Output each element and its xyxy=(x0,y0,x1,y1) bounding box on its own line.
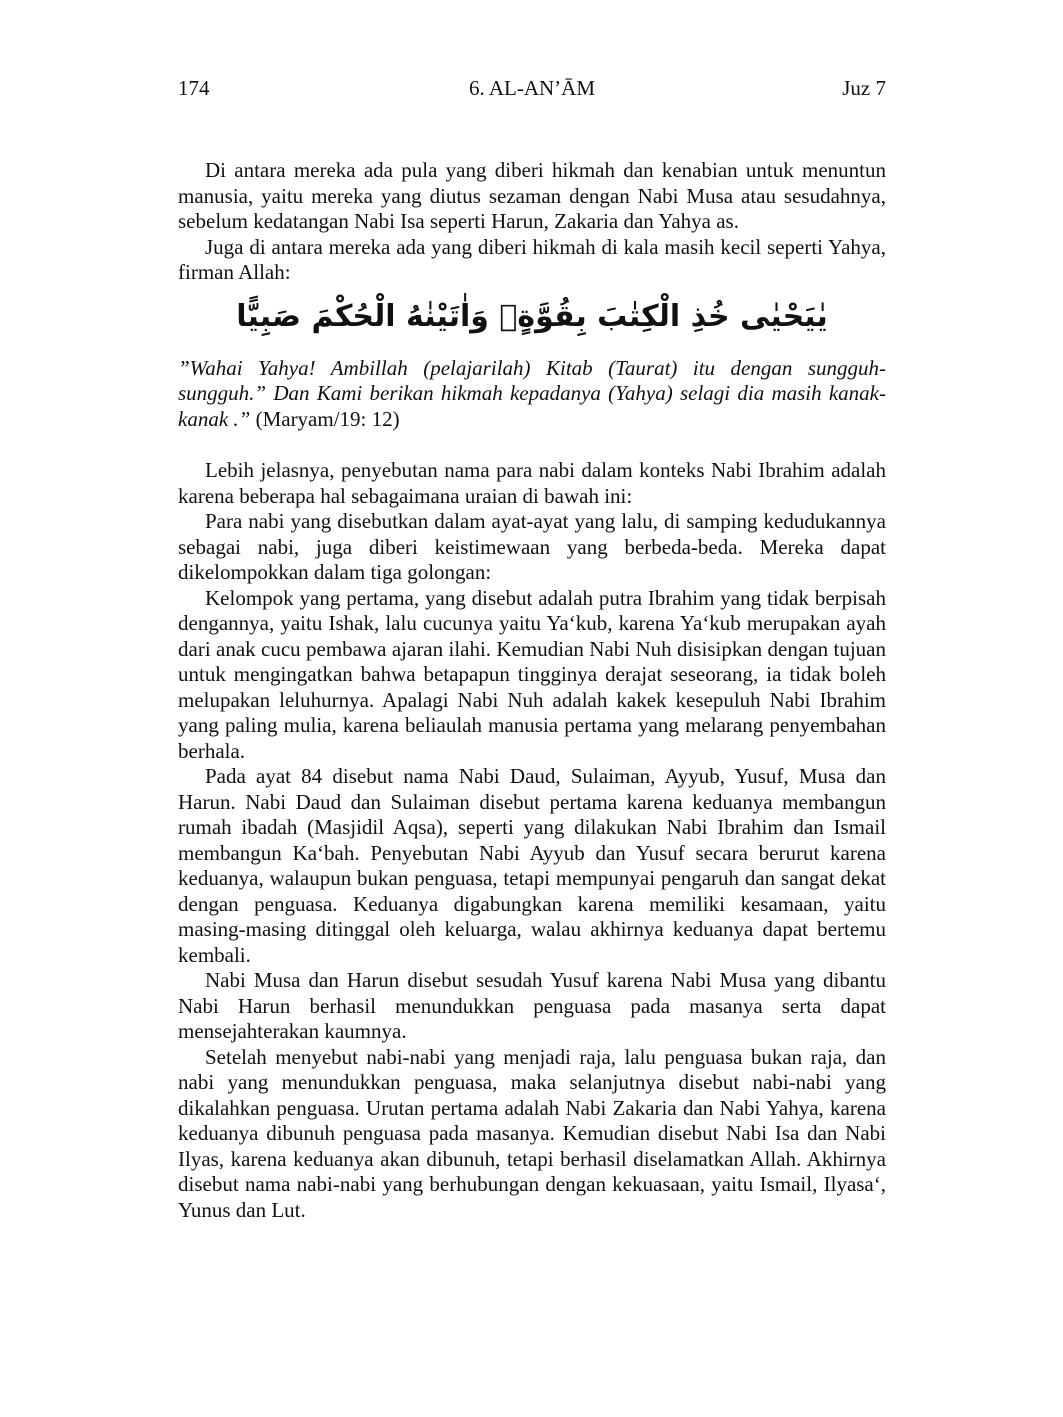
juz-label: Juz 7 xyxy=(842,76,886,100)
paragraph-musa-harun: Nabi Musa dan Harun disebut sesudah Yusuf karena Nabi Musa yang dibantu Nabi Harun berhasil menundukkan penguasa pada masanya serta dapat mensejahterakan kaumnya. xyxy=(178,968,886,1043)
paragraph-setelah-menyebut: Setelah menyebut nabi-nabi yang menjadi raja, lalu penguasa bukan raja, dan nabi yang menundukkan penguasa, maka selanjutnya disebut nabi-nabi yang dikalahkan penguasa. Urutan pertama adalah Nabi Zakaria dan Nabi Yahya, karena keduanya dibunuh penguasa pada masanya. Kemudian disebut Nabi Isa dan Nabi Ilyas, karena keduanya akan dibunuh, tetapi berhasil diselamatkan Allah. Akhirnya disebut nama nabi-nabi yang berhubungan dengan kekuasaan, yaitu Ismail, Ilyasa‘, Yunus dan Lut. xyxy=(178,1044,886,1222)
paragraph-tiga-golongan: Para nabi yang disebutkan dalam ayat-ayat yang lalu, di samping kedudukannya sebagai nabi, juga diberi keistimewaan yang berbeda-beda. Mereka dapat dikelompokkan dalam tiga golongan: xyxy=(178,509,886,584)
surah-title: 6. AL-AN’ĀM xyxy=(469,76,595,100)
page-number: 174 xyxy=(178,76,210,100)
quote-italic-text: ”Wahai Yahya! Ambillah (pelajarilah) Kitab (Taurat) itu dengan sungguh-sungguh.” Dan Kami berikan hikmah kepadanya (Yahya) selagi dia masih kanak-kanak .” xyxy=(178,355,886,431)
page-header xyxy=(178,76,886,100)
paragraph-hikmah-kenabian: Di antara mereka ada pula yang diberi hikmah dan kenabian untuk menuntun manusia, yaitu mereka yang diutus sezaman dengan Nabi Musa atau sesudahnya, sebelum kedatangan Nabi Isa seperti Harun, Zakaria dan Yahya as. xyxy=(178,158,886,233)
paragraph-lebih-jelasnya: Lebih jelasnya, penyebutan nama para nabi dalam konteks Nabi Ibrahim adalah karena beberapa hal sebagaimana uraian di bawah ini: xyxy=(178,458,886,508)
paragraph-ayat-84: Pada ayat 84 disebut nama Nabi Daud, Sulaiman, Ayyub, Yusuf, Musa dan Harun. Nabi Daud dan Sulaiman disebut pertama karena keduanya membangun rumah ibadah (Masjidil Aqsa), seperti yang dilakukan Nabi Ibrahim dan Ismail membangun Ka‘bah. Penyebutan Nabi Ayyub dan Yusuf secara berurut karena keduanya, walaupun bukan penguasa, tetapi mempunyai pengaruh dan sangat dekat dengan penguasa. Keduanya digabungkan karena memiliki kesamaan, yaitu masing-masing ditinggal oleh keluarga, walau akhirnya keduanya dapat bertemu kembali. xyxy=(178,764,886,967)
arabic-verse: يٰيَحْيٰى خُذِ الْكِتٰبَ بِقُوَّةٍۖ وَاٰتَيْنٰهُ الْحُكْمَ صَبِيًّا xyxy=(236,298,828,334)
paragraph-kelompok-pertama: Kelompok yang pertama, yang disebut adalah putra Ibrahim yang tidak berpisah dengannya, yaitu Ishak, lalu cucunya yaitu Ya‘kub, karena Ya‘kub merupakan ayah dari anak cucu pembawa ajaran ilahi. Kemudian Nabi Nuh disisipkan dengan tujuan untuk mengingatkan bahwa betapapun tingginya derajat seseorang, ia tidak boleh melupakan leluhurnya. Apalagi Nabi Nuh adalah kakek kesepuluh Nabi Ibrahim yang paling mulia, karena beliaulah manusia pertama yang melarang penyembahan berhala. xyxy=(178,585,886,763)
quote-reference: (Maryam/19: 12) xyxy=(255,406,400,431)
paragraph-hikmah-kecil: Juga di antara mereka ada yang diberi hikmah di kala masih kecil seperti Yahya, firman Allah: xyxy=(178,234,886,284)
quote-translation xyxy=(178,356,886,433)
page-body xyxy=(178,158,886,1223)
